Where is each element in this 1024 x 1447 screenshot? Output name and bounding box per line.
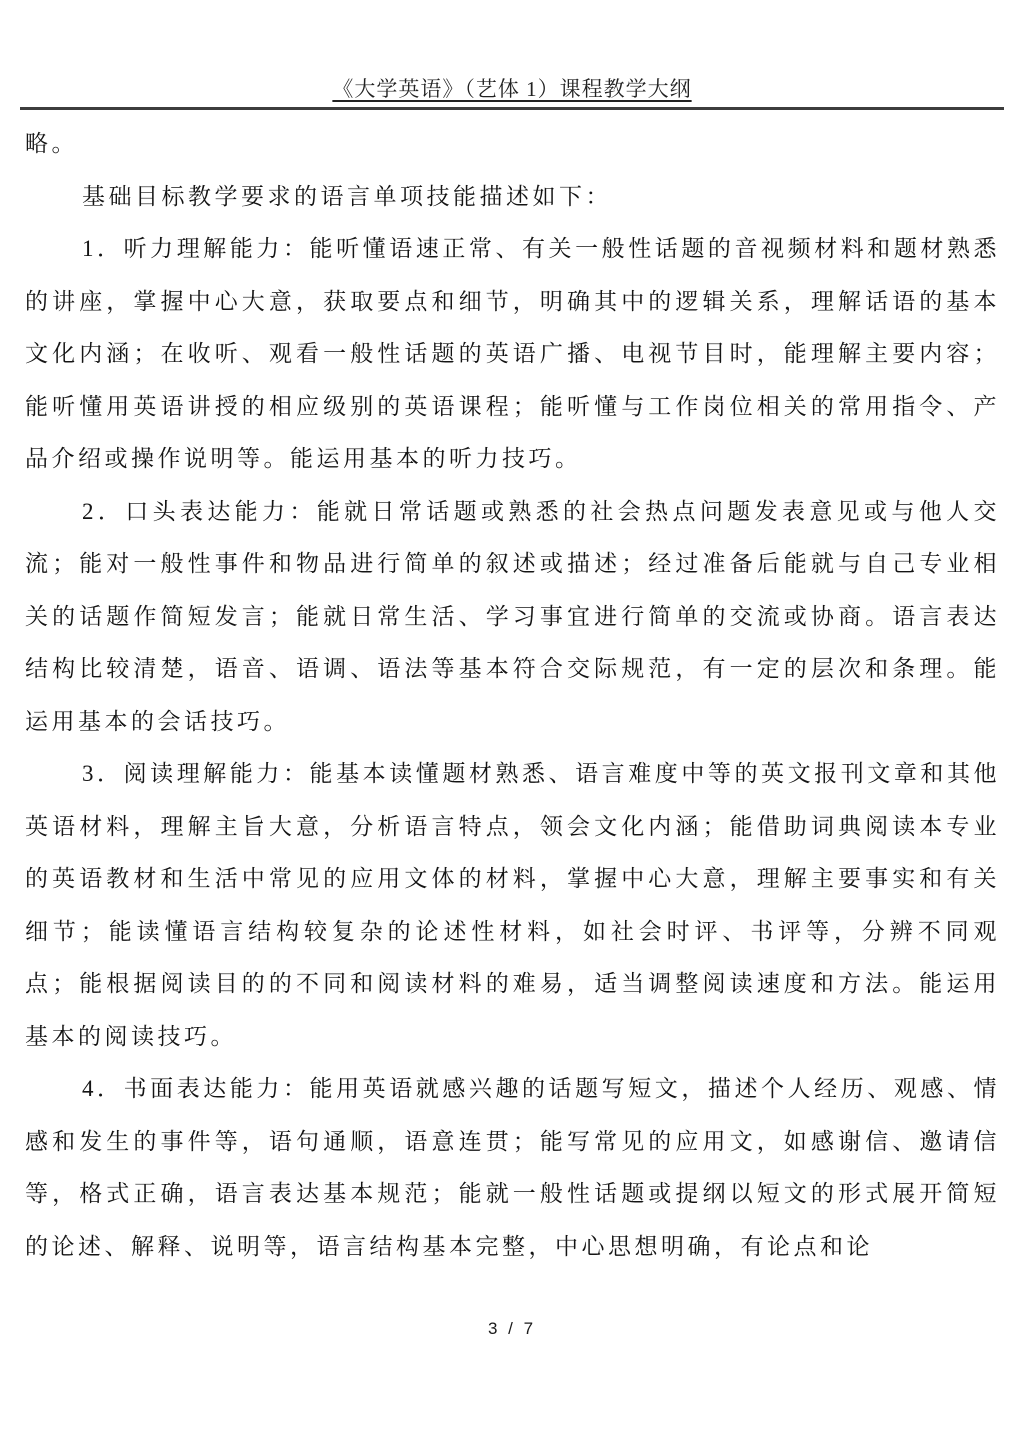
paragraph-listening-skill: 1．听力理解能力：能听懂语速正常、有关一般性话题的音视频材料和题材熟悉的讲座，掌握中心大意，获取要点和细节，明确其中的逻辑关系，理解话语的基本文化内涵；在收听、观看一般性话题的英语广播、电视节目时，能理解主要内容；能听懂用英语讲授的相应级别的英语课程；能听懂与工作岗位相关的常用指令、产品介绍或操作说明等。能运用基本的听力技巧。 (25, 236, 1000, 471)
document-body (25, 110, 1000, 1273)
paragraph-reading-skill: 3．阅读理解能力：能基本读懂题材熟悉、语言难度中等的英文报刊文章和其他英语材料，理解主旨大意，分析语言特点，领会文化内涵；能借助词典阅读本专业的英语教材和生活中常见的应用文体的材料，掌握中心大意，理解主要事实和有关细节；能读懂语言结构较复杂的论述性材料，如社会时评、书评等，分辨不同观点；能根据阅读目的的不同和阅读材料的难易，适当调整阅读速度和方法。能运用基本的阅读技巧。 (25, 761, 1000, 1049)
paragraph-speaking-skill: 2．口头表达能力：能就日常话题或熟悉的社会热点问题发表意见或与他人交流；能对一般性事件和物品进行简单的叙述或描述；经过准备后能就与自己专业相关的话题作简短发言；能就日常生活、学习事宜进行简单的交流或协商。语言表达结构比较清楚，语音、语调、语法等基本符合交际规范，有一定的层次和条理。能运用基本的会话技巧。 (25, 498, 1000, 734)
page-footer (0, 1319, 1024, 1339)
paragraph-continuation: 略。 (25, 131, 78, 156)
page-header (0, 0, 1024, 110)
paragraph-writing-skill: 4．书面表达能力：能用英语就感兴趣的话题写短文，描述个人经历、观感、情感和发生的事件等，语句通顺，语意连贯；能写常见的应用文，如感谢信、邀请信等，格式正确，语言表达基本规范；能就一般性话题或提纲以短文的形式展开简短的论述、解释、说明等，语言结构基本完整，中心思想明确，有论点和论 (25, 1076, 1000, 1259)
page-number: 3 / 7 (487, 1319, 537, 1338)
document-title: 《大学英语》（艺体 1）课程教学大纲 (332, 77, 692, 101)
paragraph-intro: 基础目标教学要求的语言单项技能描述如下： (82, 183, 612, 209)
